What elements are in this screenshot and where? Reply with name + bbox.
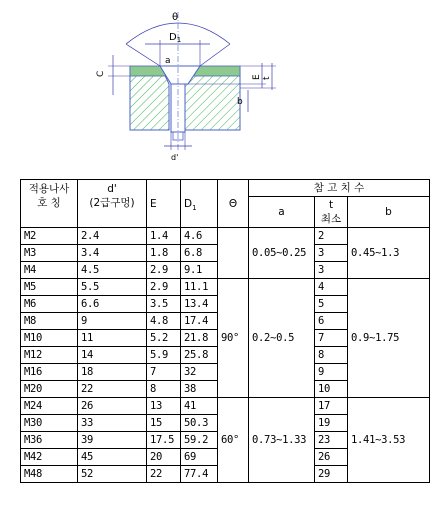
cell-d1: 50.3 — [181, 415, 218, 432]
cell-t: 7 — [315, 330, 348, 347]
cell-screw: M3 — [21, 245, 78, 262]
header-e: E — [147, 180, 181, 228]
header-b: b — [348, 197, 430, 228]
cell-screw: M5 — [21, 279, 78, 296]
cell-e: 2.9 — [147, 279, 181, 296]
header-t: t 최소 — [315, 197, 348, 228]
cell-t: 19 — [315, 415, 348, 432]
cell-b: 0.45~1.3 — [348, 228, 430, 279]
countersink-spec-table — [20, 179, 430, 483]
b-label: b — [237, 97, 243, 107]
cell-screw: M12 — [21, 347, 78, 364]
cell-e: 7 — [147, 364, 181, 381]
cell-d-prime: 22 — [78, 381, 147, 398]
cell-e: 17.5 — [147, 432, 181, 449]
cell-t: 3 — [315, 262, 348, 279]
cell-screw: M16 — [21, 364, 78, 381]
cell-e: 13 — [147, 398, 181, 415]
cell-d1: 69 — [181, 449, 218, 466]
cell-t: 3 — [315, 245, 348, 262]
cell-e: 20 — [147, 449, 181, 466]
cell-d1: 32 — [181, 364, 218, 381]
cell-d-prime: 11 — [78, 330, 147, 347]
cell-t: 5 — [315, 296, 348, 313]
cell-t: 10 — [315, 381, 348, 398]
table-row — [21, 228, 430, 245]
cell-d-prime: 52 — [78, 466, 147, 483]
cell-t: 8 — [315, 347, 348, 364]
table-row — [21, 398, 430, 415]
d1-label: $D_1$ — [169, 32, 182, 44]
cell-d1: 21.8 — [181, 330, 218, 347]
cell-e: 5.9 — [147, 347, 181, 364]
header-reference: 참 고 치 수 — [249, 180, 430, 197]
cell-a: 0.2~0.5 — [249, 279, 315, 398]
cell-d1: 41 — [181, 398, 218, 415]
e-label: E — [252, 74, 262, 80]
cell-t: 17 — [315, 398, 348, 415]
cell-d1: 13.4 — [181, 296, 218, 313]
cell-d-prime: 4.5 — [78, 262, 147, 279]
cell-d-prime: 3.4 — [78, 245, 147, 262]
cell-e: 8 — [147, 381, 181, 398]
cell-d-prime: 39 — [78, 432, 147, 449]
cell-d1: 11.1 — [181, 279, 218, 296]
c-label: C — [96, 70, 106, 77]
cell-d-prime: 14 — [78, 347, 147, 364]
cell-screw: M6 — [21, 296, 78, 313]
spec-table-body — [21, 228, 430, 483]
header-d1: $D_1$ — [181, 180, 218, 228]
countersink-drawing — [0, 0, 440, 175]
cell-d1: 9.1 — [181, 262, 218, 279]
cell-screw: M30 — [21, 415, 78, 432]
theta-leader-left — [126, 44, 160, 66]
cell-d-prime: 6.6 — [78, 296, 147, 313]
header-theta: Θ — [218, 180, 249, 228]
cell-e: 2.9 — [147, 262, 181, 279]
plate-left-section — [130, 67, 169, 130]
cell-t: 4 — [315, 279, 348, 296]
cell-a: 0.05~0.25 — [249, 228, 315, 279]
cell-d-prime: 5.5 — [78, 279, 147, 296]
dprime-label: d' — [171, 153, 179, 162]
header-a: a — [249, 197, 315, 228]
cell-d1: 59.2 — [181, 432, 218, 449]
cell-screw: M2 — [21, 228, 78, 245]
cell-screw: M48 — [21, 466, 78, 483]
cell-t: 26 — [315, 449, 348, 466]
t-label: t — [262, 76, 272, 80]
theta-label: θ — [172, 12, 179, 23]
header-d-prime: d' (2급구멍) — [78, 180, 147, 228]
cell-t: 29 — [315, 466, 348, 483]
cell-screw: M42 — [21, 449, 78, 466]
header-row-1 — [21, 180, 430, 197]
cell-e: 1.4 — [147, 228, 181, 245]
cell-b: 1.41~3.53 — [348, 398, 430, 483]
cell-theta: 60° — [218, 398, 249, 483]
cell-d1: 77.4 — [181, 466, 218, 483]
cell-d1: 17.4 — [181, 313, 218, 330]
cell-d1: 4.6 — [181, 228, 218, 245]
cell-t: 23 — [315, 432, 348, 449]
cell-e: 15 — [147, 415, 181, 432]
cell-d-prime: 33 — [78, 415, 147, 432]
cell-e: 1.8 — [147, 245, 181, 262]
header-screw: 적용나사 호 칭 — [21, 180, 78, 228]
cell-screw: M10 — [21, 330, 78, 347]
cell-d-prime: 9 — [78, 313, 147, 330]
cell-screw: M4 — [21, 262, 78, 279]
theta-leader-right — [200, 44, 230, 66]
cell-theta: 90° — [218, 279, 249, 398]
a-label: a — [165, 56, 171, 66]
cell-e: 5.2 — [147, 330, 181, 347]
cell-d-prime: 2.4 — [78, 228, 147, 245]
cell-d1: 6.8 — [181, 245, 218, 262]
cell-screw: M20 — [21, 381, 78, 398]
cell-e: 3.5 — [147, 296, 181, 313]
cell-d1: 38 — [181, 381, 218, 398]
cell-screw: M24 — [21, 398, 78, 415]
cell-t: 6 — [315, 313, 348, 330]
cell-e: 22 — [147, 466, 181, 483]
cell-screw: M8 — [21, 313, 78, 330]
cell-theta — [218, 228, 249, 279]
cell-d1: 25.8 — [181, 347, 218, 364]
cell-d-prime: 26 — [78, 398, 147, 415]
table-row — [21, 279, 430, 296]
cell-e: 4.8 — [147, 313, 181, 330]
cell-a: 0.73~1.33 — [249, 398, 315, 483]
cell-b: 0.9~1.75 — [348, 279, 430, 398]
cell-t: 9 — [315, 364, 348, 381]
cell-t: 2 — [315, 228, 348, 245]
cell-d-prime: 45 — [78, 449, 147, 466]
cell-screw: M36 — [21, 432, 78, 449]
cell-d-prime: 18 — [78, 364, 147, 381]
